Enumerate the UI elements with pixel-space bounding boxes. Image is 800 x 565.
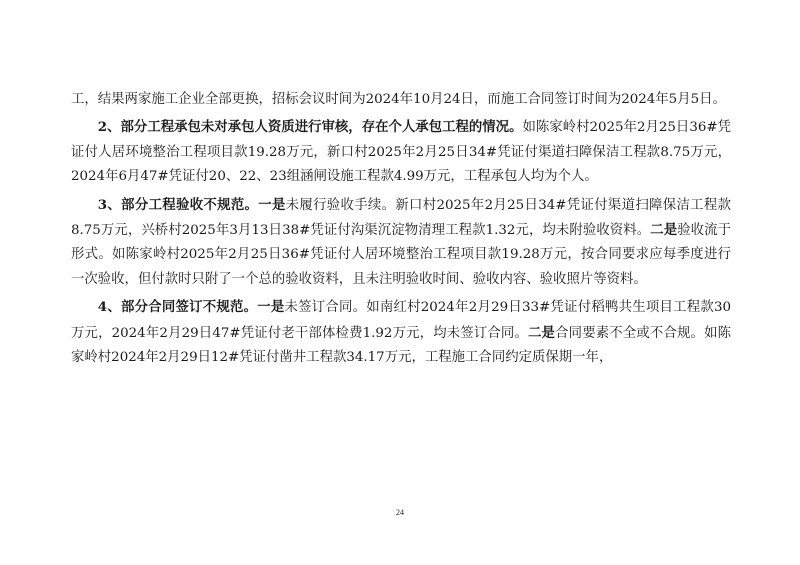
paragraph-text: 工，结果两家施工企业全部更换，招标会议时间为2024年10月24日，而施工合同签订时间为2024年5月5日。 bbox=[71, 92, 726, 107]
paragraph-text: 合同要素不全或不合规。如陈家岭村2024年2月29日12#凭证付凿井工程款34.17万元，工程施工合同约定质保期一年， bbox=[71, 325, 732, 366]
paragraph-text: 如陈家岭村2025年2月25日36#凭证付人居环境整治工程项目款19.28万元，新口村2025年2月25日34#凭证付渠道扫障保洁工程款8.75万元，2024年6月47#凭证付20、22、23组涵闸设施工程款4.99万元，工程承包人均为个人。 bbox=[71, 120, 731, 185]
paragraph-item-2 bbox=[71, 115, 731, 189]
paragraph-item-4 bbox=[71, 295, 731, 370]
paragraph-text: 验收流于形式。如陈家岭村2025年2月25日36#凭证付人居环境整治工程项目款19.28万元，按合同要求应每季度进行一次验收，但付款时只附了一个总的验收资料，且未注明验收时间、验收内容、验收照片等资料。 bbox=[71, 223, 732, 287]
item-heading: 4、部分合同签订不规范。 bbox=[97, 299, 258, 316]
sub-heading: 二是 bbox=[650, 222, 678, 239]
paragraph-continuation bbox=[71, 88, 731, 112]
page-number: 24 bbox=[396, 508, 404, 517]
sub-heading: 二是 bbox=[528, 324, 556, 341]
paragraph-text: 未履行验收手续。新口村2025年2月25日34#凭证付渠道扫障保洁工程款8.75万元，兴桥村2025年3月13日38#凭证付沟渠沉淀物清理工程款1.32元，均未附验收资料。 bbox=[71, 197, 731, 239]
item-heading: 3、部分工程验收不规范。 bbox=[97, 196, 259, 213]
paragraph-item-3 bbox=[71, 193, 731, 293]
sub-heading: 一是 bbox=[258, 196, 286, 213]
sub-heading: 一是 bbox=[257, 299, 285, 316]
page-body bbox=[71, 88, 731, 373]
item-heading: 2、部分工程承包未对承包人资质进行审核，存在个人承包工程的情况。 bbox=[97, 119, 523, 136]
paragraph-text: 未签订合同。如南红村2024年2月29日33#凭证付稻鸭共生项目工程款30万元，2024年2月29日47#凭证付老干部体检费1.92万元，均未签订合同。 bbox=[71, 300, 732, 341]
